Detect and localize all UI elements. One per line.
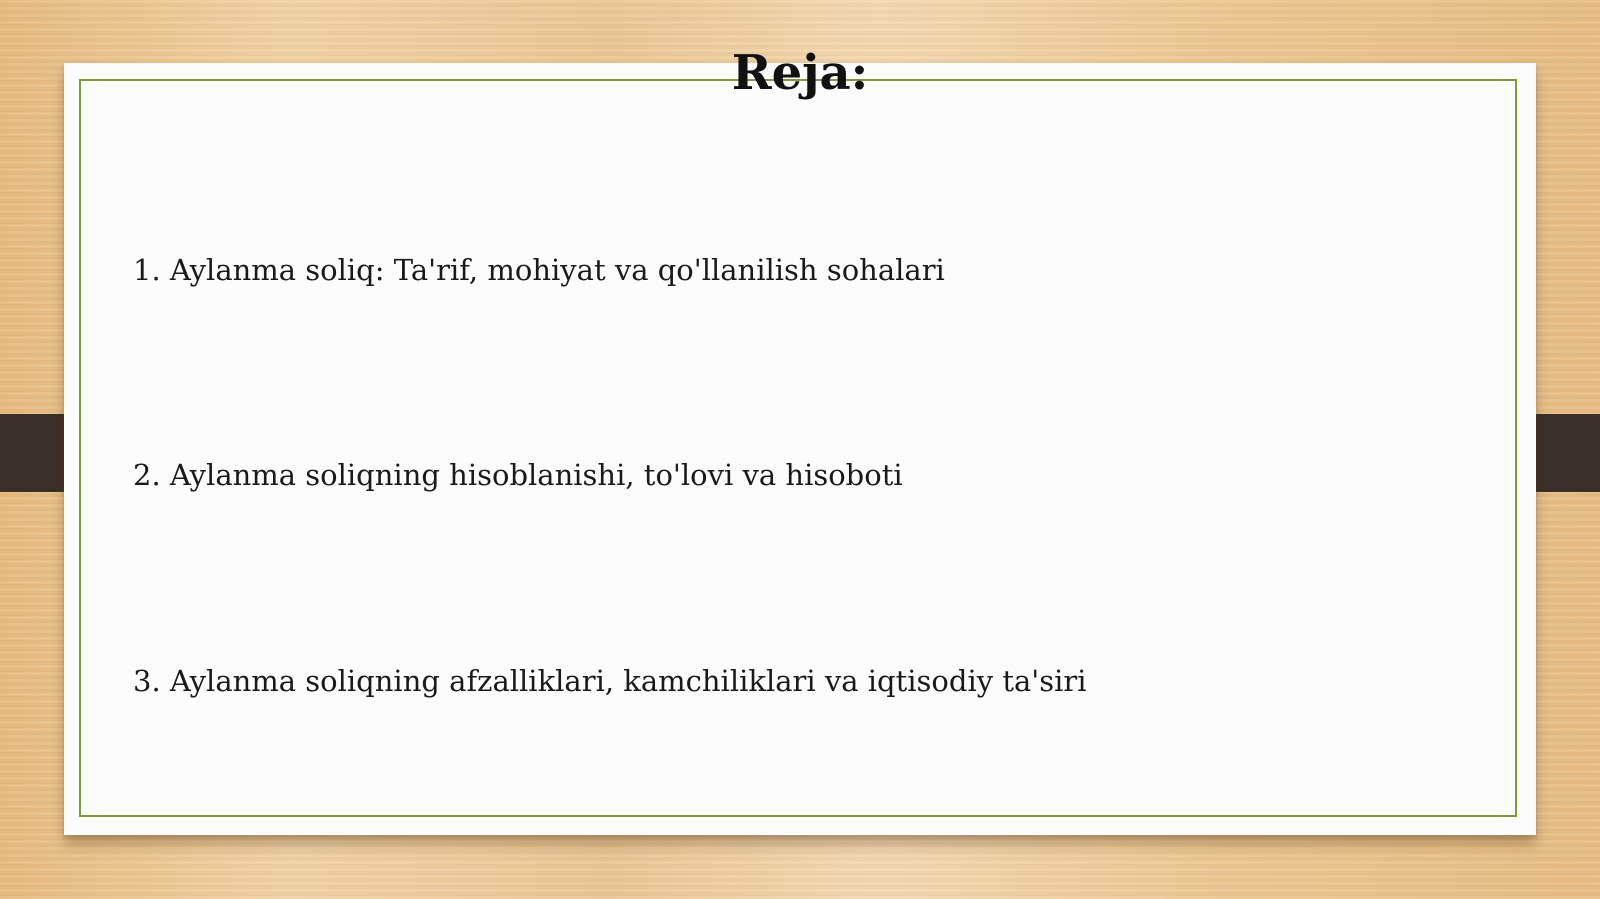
slide-title: Reja: (731, 45, 869, 101)
plan-item-1: 1. Aylanma soliq: Ta'rif, mohiyat va qo'llanilish sohalari (133, 253, 945, 287)
plan-item-2: 2. Aylanma soliqning hisoblanishi, to'lovi va hisoboti (133, 458, 903, 492)
plan-item-3: 3. Aylanma soliqning afzalliklari, kamchiliklari va iqtisodiy ta'siri (133, 664, 1087, 698)
slide-frame-border (79, 79, 1517, 817)
